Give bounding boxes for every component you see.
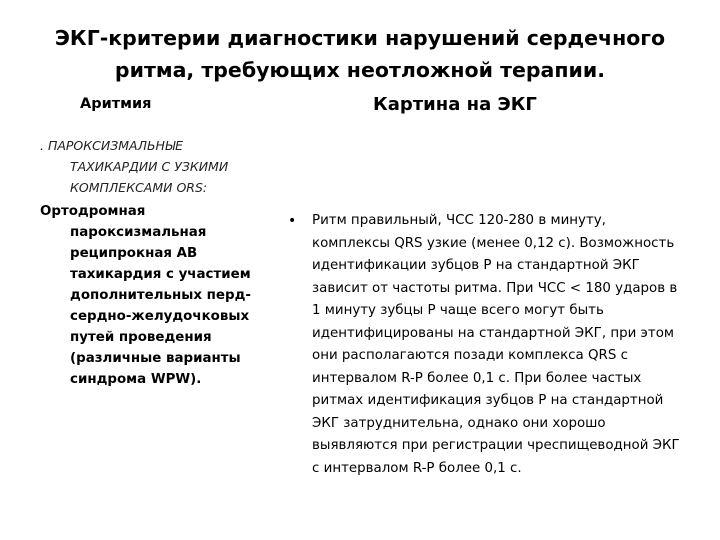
bullet-icon: • [288,213,297,229]
slide-title: ЭКГ-критерии диагностики нарушений сердечного ритма, требующих неотложной терапии. [54,26,666,82]
tachycardia-category: . ПАРОКСИЗМАЛЬНЫЕ ТАХИКАРДИИ С УЗКИМИ КОМПЛЕКСАМИ ORS: [40,138,229,195]
ecg-description: Ритм правильный, ЧСС 120-280 в минуту, комплексы QRS узкие (менее 0,12 с). Возможность идентификации зубцов Р на стандартной ЭКГ зависит от частоты ритма. При ЧСС < 180 ударов в 1 минуту зубцы Р чаще всего могут быть идентифицированы на стандартной ЭКГ, при этом они располагаются позади комплекса QRS с интервалом R-P более 0,1 с. При более частых ритмах идентификация зубцов Р на стандартной ЭКГ затруднительна, однако они хорошо выявляются при регистрации чреспищеводной ЭКГ с интервалом R-P более 0,1 с. [312,213,680,477]
arrhythmia-column [40,136,265,391]
ecg-bullet [288,210,682,481]
ecg-column-header: Картина на ЭКГ [373,94,537,115]
ecg-column [288,210,682,481]
arrhythmia-column-header: Аритмия [80,96,152,112]
arrhythmia-name: Ортодромная пароксизмальная реципрокная АВ тахикардия с участием дополнительных пердсердно-желудочковых путей проведения (различные варианты синдрома WPW). [40,204,251,387]
